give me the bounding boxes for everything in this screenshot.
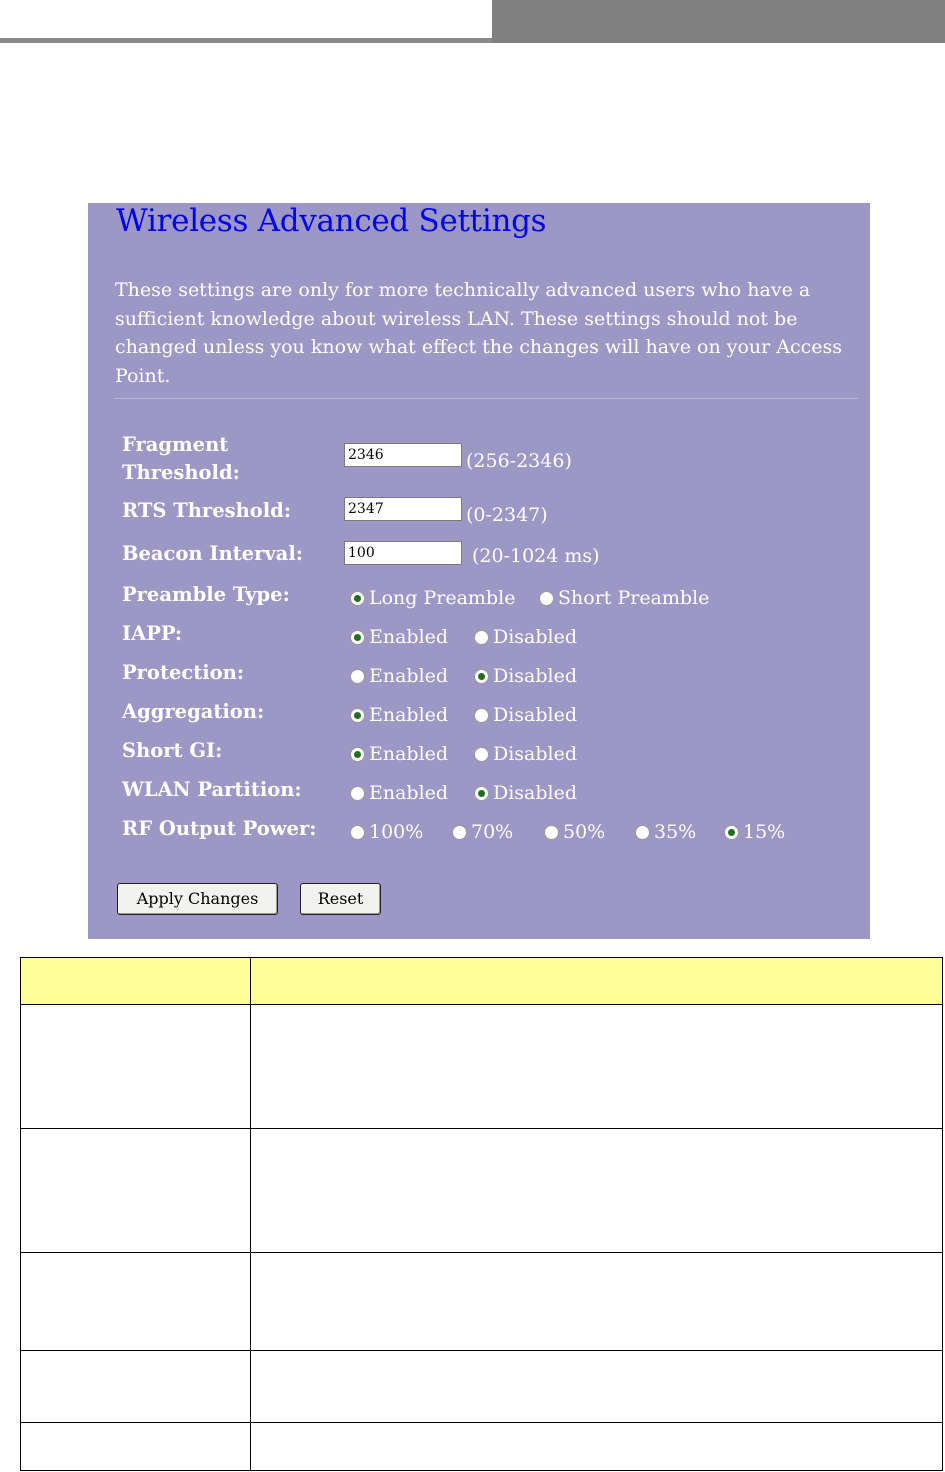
radio-icon[interactable] (350, 708, 365, 723)
rf-power-50-option[interactable]: 50% (544, 818, 605, 846)
rts-threshold-label: RTS Threshold: (122, 499, 292, 522)
table-cell (21, 1351, 251, 1423)
preamble-long-option[interactable]: Long Preamble (350, 584, 515, 612)
fragment-threshold-input[interactable] (344, 443, 462, 467)
divider (114, 398, 858, 399)
table-cell (21, 1005, 251, 1129)
table-row (21, 1351, 943, 1423)
preamble-short-option[interactable]: Short Preamble (539, 584, 709, 612)
rf-power-100-option[interactable]: 100% (350, 818, 423, 846)
table-cell (21, 1129, 251, 1253)
table-header-row (21, 958, 943, 1005)
table-header-cell (251, 958, 943, 1005)
wlan-partition-label: WLAN Partition: (122, 778, 302, 801)
page-title: Wireless Advanced Settings (116, 203, 547, 239)
table-header-cell (21, 958, 251, 1005)
radio-icon[interactable] (474, 630, 489, 645)
table-cell (251, 1351, 943, 1423)
radio-icon[interactable] (724, 825, 739, 840)
protection-disabled-option[interactable]: Disabled (474, 662, 577, 690)
table-row (21, 1253, 943, 1351)
rf-power-15-option[interactable]: 15% (724, 818, 785, 846)
settings-description-table (20, 957, 943, 1471)
rts-threshold-input[interactable] (344, 497, 462, 521)
radio-icon[interactable] (350, 630, 365, 645)
table-row (21, 1005, 943, 1129)
radio-icon[interactable] (350, 825, 365, 840)
table-cell (21, 1423, 251, 1471)
protection-label: Protection: (122, 661, 245, 684)
radio-icon[interactable] (474, 747, 489, 762)
radio-icon[interactable] (350, 669, 365, 684)
beacon-interval-range: (20-1024 ms) (472, 545, 600, 567)
aggregation-disabled-option[interactable]: Disabled (474, 701, 577, 729)
protection-enabled-option[interactable]: Enabled (350, 662, 448, 690)
radio-icon[interactable] (635, 825, 650, 840)
header-block (492, 0, 945, 43)
rf-output-power-label: RF Output Power: (122, 817, 317, 840)
fragment-threshold-range: (256-2346) (466, 450, 572, 472)
rf-power-70-option[interactable]: 70% (452, 818, 513, 846)
table-row (21, 1129, 943, 1253)
short-gi-label: Short GI: (122, 739, 223, 762)
table-cell (251, 1423, 943, 1471)
beacon-interval-label: Beacon Interval: (122, 542, 303, 565)
radio-icon[interactable] (350, 591, 365, 606)
beacon-interval-input[interactable] (344, 541, 462, 565)
aggregation-enabled-option[interactable]: Enabled (350, 701, 448, 729)
short-gi-disabled-option[interactable]: Disabled (474, 740, 577, 768)
iapp-enabled-option[interactable]: Enabled (350, 623, 448, 651)
radio-icon[interactable] (474, 708, 489, 723)
radio-icon[interactable] (350, 786, 365, 801)
short-gi-enabled-option[interactable]: Enabled (350, 740, 448, 768)
radio-icon[interactable] (474, 669, 489, 684)
radio-icon[interactable] (539, 591, 554, 606)
page-description: These settings are only for more technically advanced users who have a sufficient knowledge about wireless LAN. These settings should not be changed unless you know what effect the changes will have on your Access Point. (115, 279, 843, 387)
iapp-disabled-option[interactable]: Disabled (474, 623, 577, 651)
table-cell (251, 1129, 943, 1253)
wlan-partition-disabled-option[interactable]: Disabled (474, 779, 577, 807)
radio-icon[interactable] (452, 825, 467, 840)
wlan-partition-enabled-option[interactable]: Enabled (350, 779, 448, 807)
rts-threshold-range: (0-2347) (466, 504, 548, 526)
wireless-advanced-settings-panel (88, 203, 870, 939)
radio-icon[interactable] (474, 786, 489, 801)
fragment-threshold-label: Fragment Threshold: (122, 433, 240, 484)
apply-changes-button[interactable]: Apply Changes (117, 883, 278, 915)
radio-icon[interactable] (350, 747, 365, 762)
preamble-type-label: Preamble Type: (122, 583, 290, 606)
table-cell (21, 1253, 251, 1351)
table-cell (251, 1253, 943, 1351)
table-row (21, 1423, 943, 1471)
header-rule (0, 38, 492, 43)
table-cell (251, 1005, 943, 1129)
iapp-label: IAPP: (122, 622, 183, 645)
aggregation-label: Aggregation: (122, 700, 265, 723)
rf-power-35-option[interactable]: 35% (635, 818, 696, 846)
radio-icon[interactable] (544, 825, 559, 840)
reset-button[interactable]: Reset (300, 883, 381, 915)
